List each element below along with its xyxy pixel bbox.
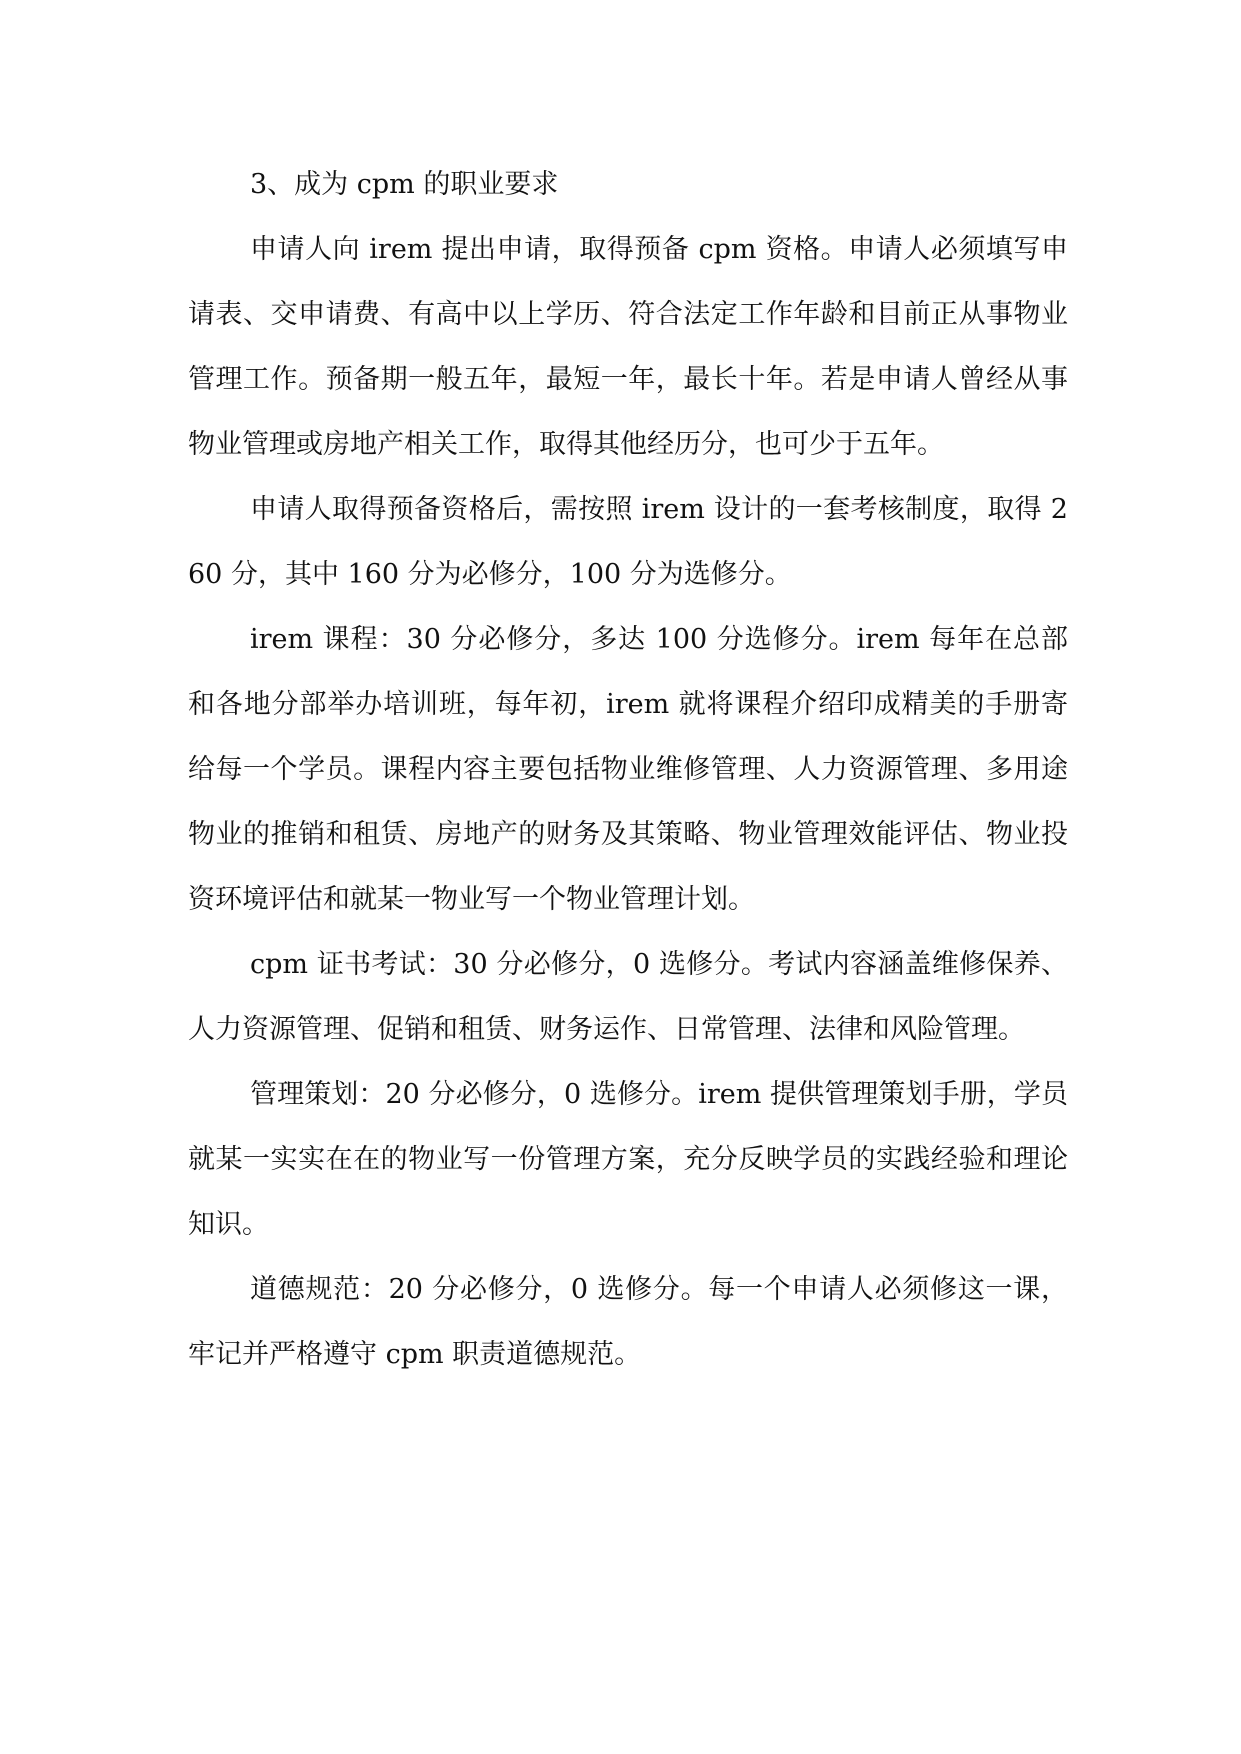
paragraph-credit-requirement: 申请人取得预备资格后，需按照 irem 设计的一套考核制度，取得 260 分，其中 160 分为必修分，100 分为选修分。 — [188, 494, 1068, 590]
document-body — [188, 152, 1068, 1387]
paragraph-irem-courses: irem 课程：30 分必修分，多达 100 分选修分。irem 每年在总部和各地分部举办培训班，每年初，irem 就将课程介绍印成精美的手册寄给每一个学员。课程内容主要包括物业维修管理、人力资源管理、多用途物业的推销和租赁、房地产的财务及其策略、物业管理效能评估、物业投资环境评估和就某一物业写一个物业管理计划。 — [188, 624, 1068, 915]
paragraph-cpm-exam: cpm 证书考试：30 分必修分，0 选修分。考试内容涵盖维修保养、人力资源管理、促销和租赁、财务运作、日常管理、法律和风险管理。 — [188, 949, 1068, 1045]
paragraph-application: 申请人向 irem 提出申请，取得预备 cpm 资格。申请人必须填写申请表、交申请费、有高中以上学历、符合法定工作年龄和目前正从事物业管理工作。预备期一般五年，最短一年，最长十年。若是申请人曾经从事物业管理或房地产相关工作，取得其他经历分，也可少于五年。 — [188, 234, 1068, 460]
paragraph-ethics: 道德规范：20 分必修分，0 选修分。每一个申请人必须修这一课，牢记并严格遵守 cpm 职责道德规范。 — [188, 1274, 1068, 1370]
paragraph-management-plan: 管理策划：20 分必修分，0 选修分。irem 提供管理策划手册，学员就某一实实在在的物业写一份管理方案，充分反映学员的实践经验和理论知识。 — [188, 1079, 1068, 1240]
section-heading: 3、成为 cpm 的职业要求 — [250, 169, 559, 200]
